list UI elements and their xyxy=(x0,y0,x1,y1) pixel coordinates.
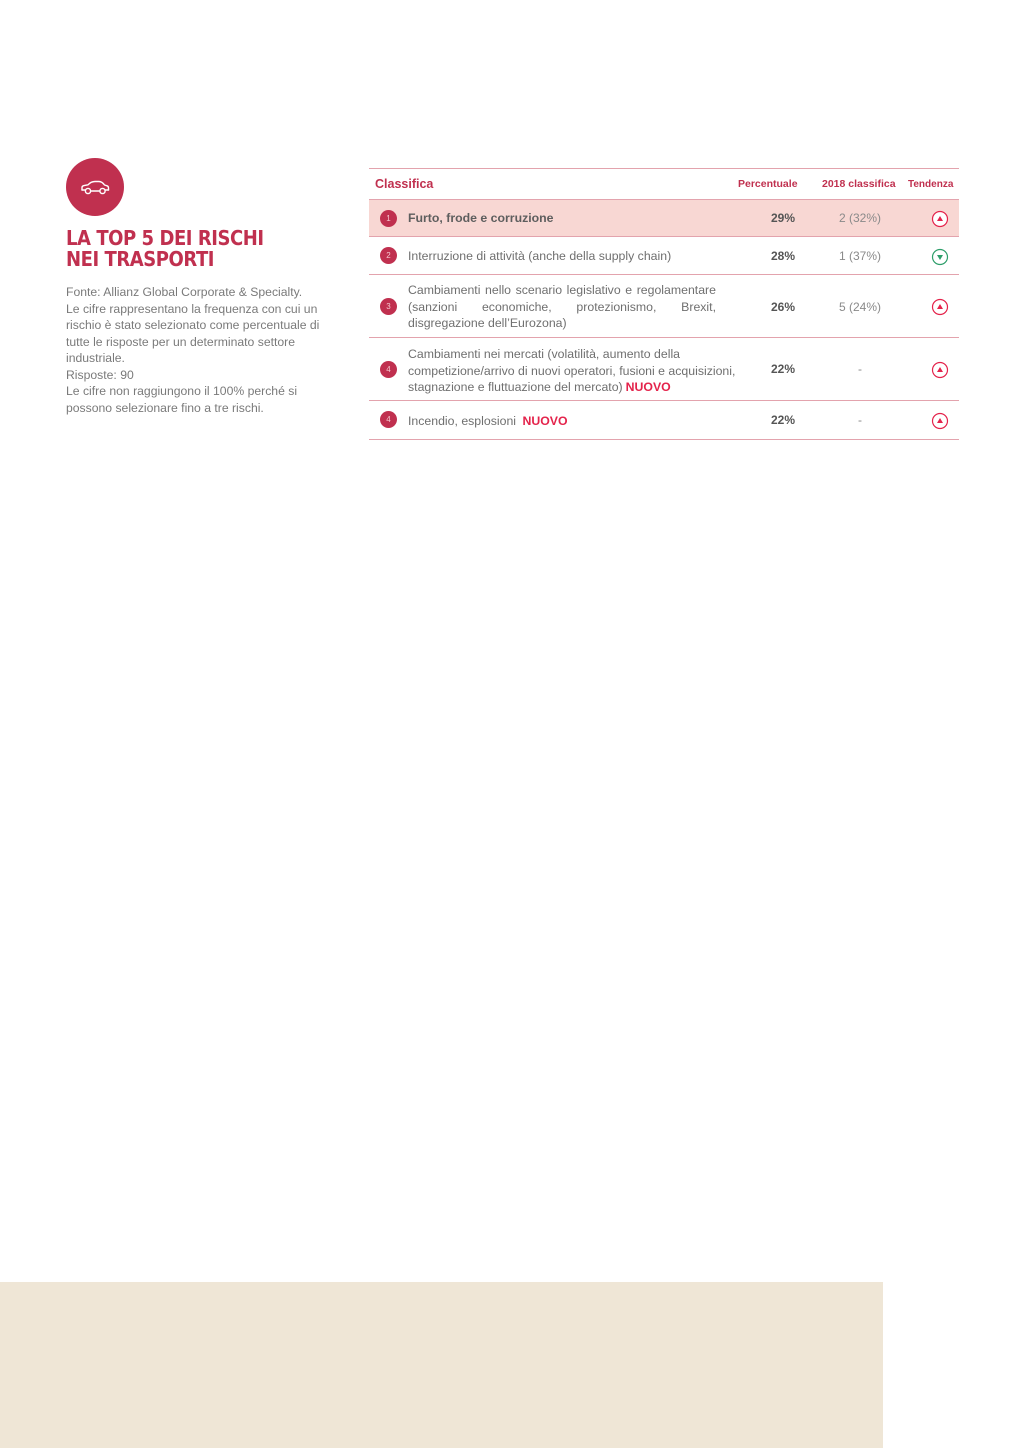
section-title xyxy=(66,228,273,270)
table-row xyxy=(369,401,959,440)
header-trend: Tendenza xyxy=(908,178,954,190)
percentage-value: 22% xyxy=(770,362,796,376)
risk-label-text: Incendio, esplosioni xyxy=(408,414,517,428)
percentage-value: 28% xyxy=(770,249,796,263)
footer-band xyxy=(0,1282,883,1448)
header-rank: Classifica xyxy=(375,177,434,191)
car-icon xyxy=(66,158,124,216)
risk-label-text: Interruzione di attività (anche della supply chain) xyxy=(408,249,672,263)
header-percentage: Percentuale xyxy=(738,178,798,190)
title-line: LA TOP 5 DEI RISCHI xyxy=(66,226,264,250)
table-header xyxy=(369,168,959,200)
rank-badge: 1 xyxy=(380,210,397,227)
rank-badge: 3 xyxy=(380,298,397,315)
percentage-value: 29% xyxy=(770,211,796,225)
note-disclaimer: Le cifre non raggiungono il 100% perché si possono selezionare fino a tre rischi. xyxy=(66,384,298,415)
risk-label xyxy=(408,210,758,227)
header-2018-rank: 2018 classifica xyxy=(822,178,896,190)
new-badge: NUOVO xyxy=(522,414,568,428)
risk-label-text: Cambiamenti nello scenario legislativo e regolamentare (sanzioni economiche, protezionismo, Brexit, disgregazione dell’Eurozona) xyxy=(408,283,716,330)
prev-rank-value: 1 (37%) xyxy=(838,249,882,263)
trend-up-icon xyxy=(931,298,949,316)
risk-label xyxy=(408,282,716,332)
prev-rank-value: 2 (32%) xyxy=(838,211,882,225)
table-row xyxy=(369,338,959,401)
note-responses: Risposte: 90 xyxy=(66,367,134,382)
rank-badge: 2 xyxy=(380,247,397,264)
percentage-value: 26% xyxy=(770,300,796,314)
trend-down-icon xyxy=(931,248,949,266)
table-row xyxy=(369,237,959,275)
risk-label xyxy=(408,346,758,396)
rank-badge: 4 xyxy=(380,361,397,378)
prev-rank-value: - xyxy=(858,413,862,427)
risk-table xyxy=(369,168,959,440)
table-row xyxy=(369,275,959,338)
note-description: Le cifre rappresentano la frequenza con cui un rischio è stato selezionato come percentuale di tutte le risposte per un determinato settore industriale. xyxy=(66,301,320,365)
title-line: NEI TRASPORTI xyxy=(66,247,215,271)
prev-rank-value: 5 (24%) xyxy=(838,300,882,314)
table-row xyxy=(369,200,959,237)
risk-label-text: Furto, frode e corruzione xyxy=(408,211,554,225)
rank-badge: 4 xyxy=(380,411,397,428)
source-notes xyxy=(66,284,338,416)
sidebar xyxy=(66,158,338,416)
percentage-value: 22% xyxy=(770,413,796,427)
risk-label xyxy=(408,248,758,265)
risk-label-text: Cambiamenti nei mercati (volatilità, aumento della competizione/arrivo di nuovi operatori, fusioni e acquisizioni, stagnazione e fluttuazione del mercato) xyxy=(408,347,736,394)
trend-up-icon xyxy=(931,412,949,430)
note-source: Fonte: Allianz Global Corporate & Specialty. xyxy=(66,285,303,299)
new-badge: NUOVO xyxy=(625,380,671,394)
trend-up-icon xyxy=(931,361,949,379)
prev-rank-value: - xyxy=(858,362,862,376)
trend-up-icon xyxy=(931,210,949,228)
risk-label xyxy=(408,413,758,430)
